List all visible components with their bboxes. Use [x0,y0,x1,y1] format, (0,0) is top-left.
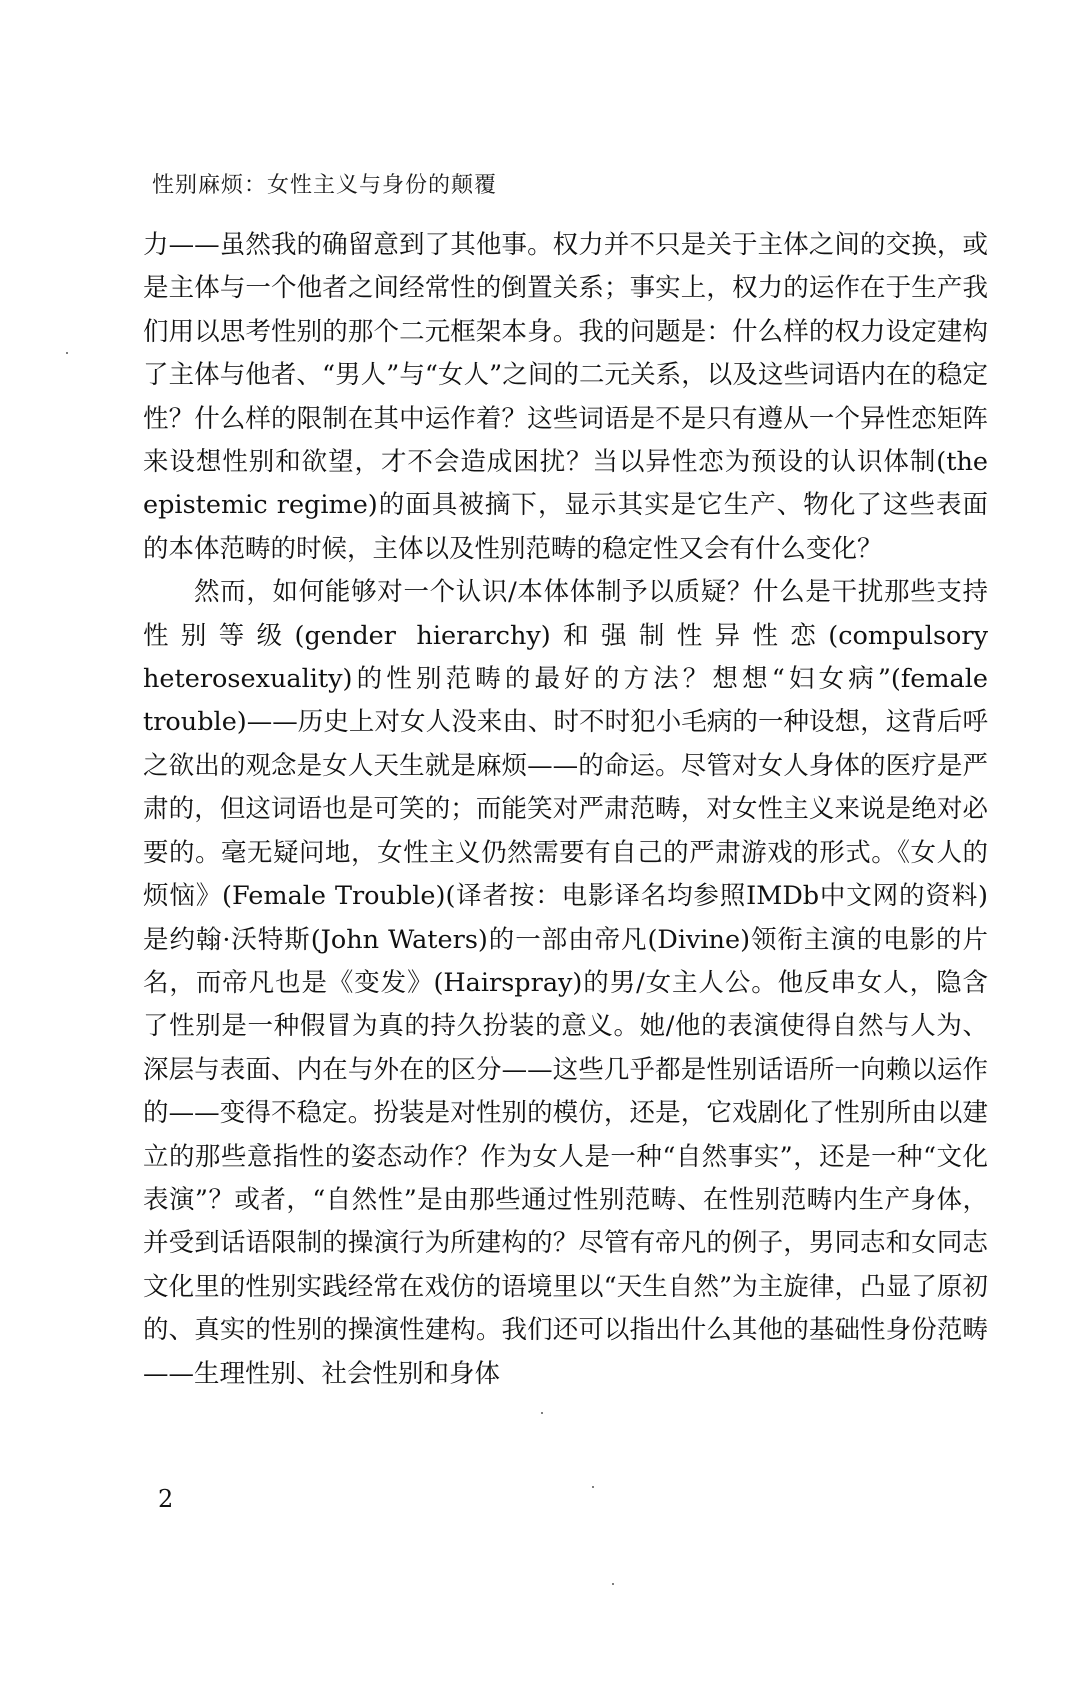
scan-speck [66,352,68,354]
scan-speck [541,1412,543,1414]
body-text [143,224,988,1396]
scan-speck [592,1486,594,1488]
running-header: 性别麻烦：女性主义与身份的颠覆 [152,173,498,198]
scan-speck [612,1583,614,1585]
paragraph-2: 然而，如何能够对一个认识/本体体制予以质疑？什么是干扰那些支持性别等级(gender hierarchy)和强制性异性恋(compulsory heterosexuality)的性别范畴的最好的方法？想想“妇女病”(female trouble)——历史上对女人没来由、时不时犯小毛病的一种设想，这背后呼之欲出的观念是女人天生就是麻烦——的命运。尽管对女人身体的医疗是严肃的，但这词语也是可笑的；而能笑对严肃范畴，对女性主义来说是绝对必要的。毫无疑问地，女性主义仍然需要有自己的严肃游戏的形式。《女人的烦恼》(Female Trouble)(译者按：电影译名均参照IMDb中文网的资料)是约翰·沃特斯(John Waters)的一部由帝凡(Divine)领衔主演的电影的片名，而帝凡也是《变发》(Hairspray)的男/女主人公。他反串女人，隐含了性别是一种假冒为真的持久扮装的意义。她/他的表演使得自然与人为、深层与表面、内在与外在的区分——这些几乎都是性别话语所一向赖以运作的——变得不稳定。扮装是对性别的模仿，还是，它戏剧化了性别所由以建立的那些意指性的姿态动作？作为女人是一种“自然事实”，还是一种“文化表演”？或者，“自然性”是由那些通过性别范畴、在性别范畴内生产身体，并受到话语限制的操演行为所建构的？尽管有帝凡的例子，男同志和女同志文化里的性别实践经常在戏仿的语境里以“天生自然”为主旋律，凸显了原初的、真实的性别的操演性建构。我们还可以指出什么其他的基础性身份范畴——生理性别、社会性别和身体 [143,577,988,1389]
page-number: 2 [158,1485,174,1513]
paragraph-1: 力——虽然我的确留意到了其他事。权力并不只是关于主体之间的交换，或是主体与一个他者之间经常性的倒置关系；事实上，权力的运作在于生产我们用以思考性别的那个二元框架本身。我的问题是：什么样的权力设定建构了主体与他者、“男人”与“女人”之间的二元关系，以及这些词语内在的稳定性？什么样的限制在其中运作着？这些词语是不是只有遵从一个异性恋矩阵来设想性别和欲望，才不会造成困扰？当以异性恋为预设的认识体制(the epistemic regime)的面具被摘下，显示其实是它生产、物化了这些表面的本体范畴的时候，主体以及性别范畴的稳定性又会有什么变化？ [143,230,988,564]
